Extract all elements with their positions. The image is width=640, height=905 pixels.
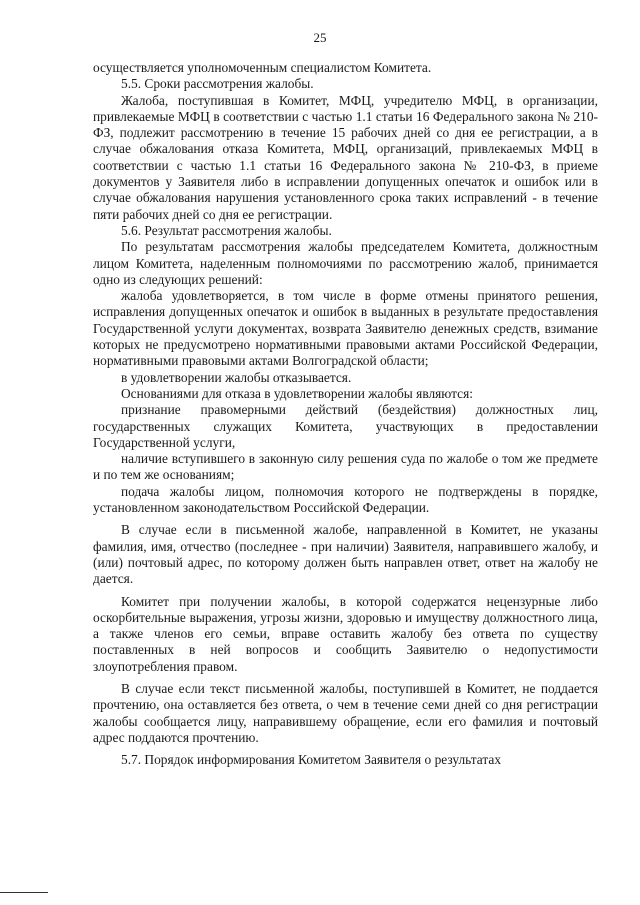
paragraph-12: В случае если текст письменной жалобы, поступившей в Комитет, не поддается прочтению, она оставляется без ответа, о чем в течение семи дней со дня регистрации жалобы сообщается лицу, направившему обращение, если его фамилия и почтовый адрес поддаются прочтению. xyxy=(93,680,598,745)
section-heading-5-5: 5.5. Сроки рассмотрения жалобы. xyxy=(121,76,314,92)
section-heading-5-7: 5.7. Порядок информирования Комитетом Заявителя о результатах xyxy=(121,752,502,768)
page-number: 25 xyxy=(313,30,327,45)
footnote-separator xyxy=(0,892,48,893)
paragraph-2: Жалоба, поступившая в Комитет, МФЦ, учредителю МФЦ, в организации, привлекаемые МФЦ в соответствии с частью 1.1 статьи 16 Федерального закона № 210-ФЗ, подлежит рассмотрению в течение 15 рабочих дней со дня ее регистрации, а в случае обжалования отказа Комитета, МФЦ, организаций, привлекаемых МФЦ в соответствии с частью 1.1 статьи 16 Федерального закона № 210-ФЗ, в приеме документов у Заявителя либо в исправлении допущенных опечаток и ошибок или в случае обжалования нарушения установленного срока таких исправлений - в течение пяти рабочих дней со дня ее регистрации. xyxy=(93,92,598,222)
paragraph-4: жалоба удовлетворяется, в том числе в форме отмены принятого решения, исправления допущенных опечаток и ошибок в выданных в результате предоставления Государственной услуги документах, возврата Заявителю денежных средств, взимание которых не предусмотрено нормативными правовыми актами Российской Федерации, нормативными правовыми актами Волгоградской области; xyxy=(93,288,598,369)
paragraph-11: Комитет при получении жалобы, в которой содержатся нецензурные либо оскорбительные выражения, угрозы жизни, здоровью и имуществу должностного лица, а также членов его семьи, вправе оставить жалобу без ответа по существу поставленных в ней вопросов и сообщить Заявителю о недопустимости злоупотребления правом. xyxy=(93,593,598,674)
paragraph-7: признание правомерными действий (бездействия) должностных лиц, государственных служащих Комитета, участвующих в предоставлении Государственной услуги, xyxy=(93,402,598,450)
paragraph-1: осуществляется уполномоченным специалистом Комитета. xyxy=(93,60,432,75)
paragraph-10: В случае если в письменной жалобе, направленной в Комитет, не указаны фамилия, имя, отчество (последнее - при наличии) Заявителя, направившего жалобу, и (или) почтовый адрес, по которому должен быть направлен ответ, ответ на жалобу не дается. xyxy=(93,522,598,587)
paragraph-6: Основаниями для отказа в удовлетворении жалобы являются: xyxy=(121,385,473,401)
section-heading-5-6: 5.6. Результат рассмотрения жалобы. xyxy=(121,222,332,238)
paragraph-3: По результатам рассмотрения жалобы председателем Комитета, должностным лицом Комитета, наделенным полномочиями по рассмотрению жалоб, принимается одно из следующих решений: xyxy=(93,239,598,287)
document-body xyxy=(93,60,598,768)
paragraph-8: наличие вступившего в законную силу решения суда по жалобе о том же предмете и по тем же основаниям; xyxy=(93,451,598,483)
paragraph-5: в удовлетворении жалобы отказывается. xyxy=(121,369,352,385)
paragraph-9: подача жалобы лицом, полномочия которого не подтверждены в порядке, установленном законодательством Российской Федерации. xyxy=(93,483,598,516)
